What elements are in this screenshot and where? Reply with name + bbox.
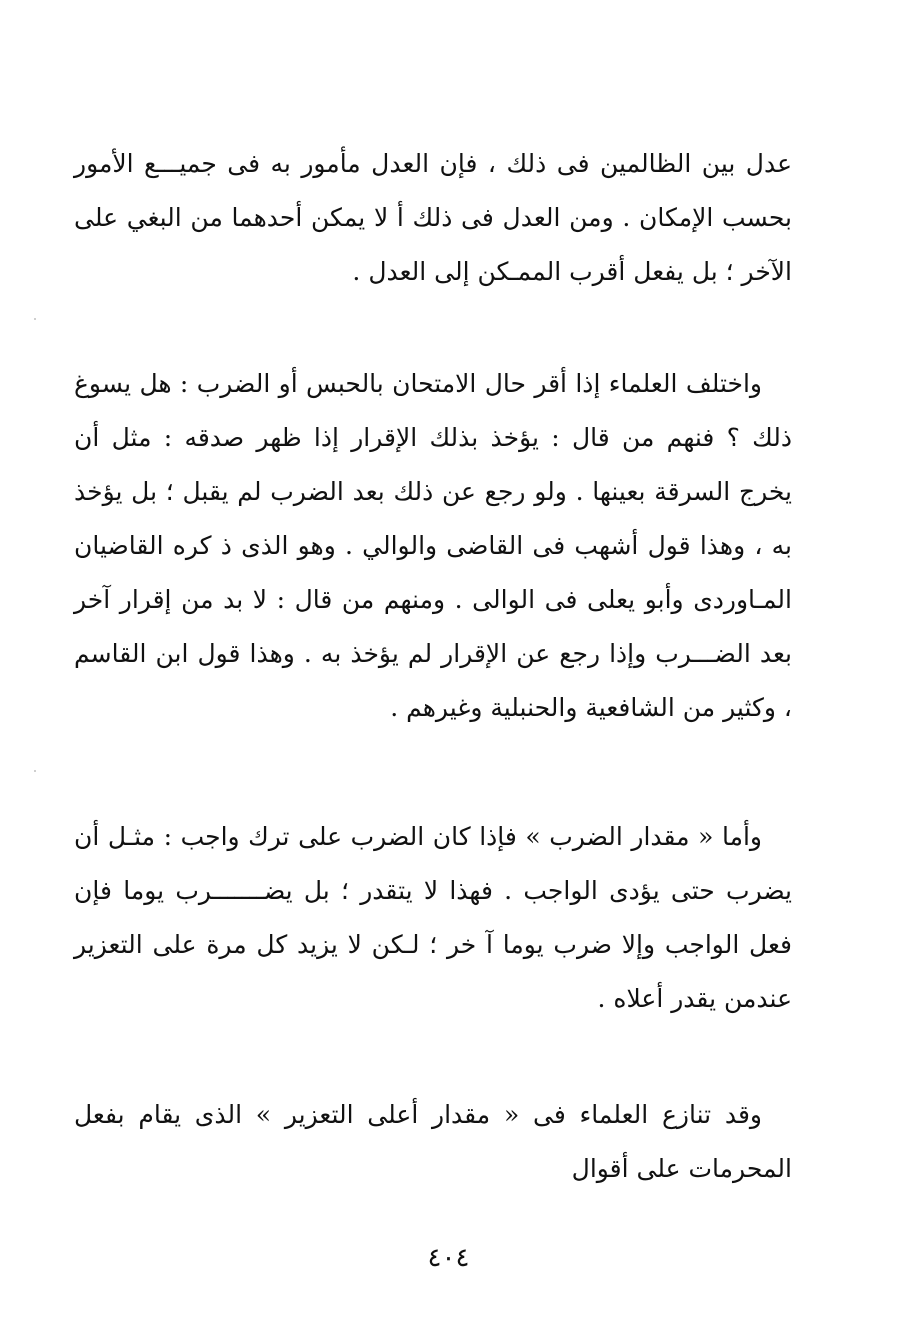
paragraph-continuation	[74, 137, 792, 299]
paragraph-text-2: واختلف العلماء إذا أقر حال الامتحان بالحبس أو الضرب : هل يسوغ ذلك ؟ فنهم من قال : يؤخذ بذلك الإقرار إذا ظهر صدقه : مثل أن يخرج السرقة بعينها . ولو رجع عن ذلك بعد الضرب لم يقبل ؛ بل يؤخذ به ، وهذا قول أشهب فى القاضى والوالي . وهو الذى ذ كره القاضيان المـاوردى وأبو يعلى فى الوالى . ومنهم من قال : لا بد من إقرار آخر بعد الضـــرب وإذا رجع عن الإقرار لم يؤخذ به . وهذا قول ابن القاسم ، وكثير من الشافعية والحنبلية وغيرهم .	[74, 369, 792, 722]
paragraph-text-4: وقد تنازع العلماء فى « مقدار أعلى التعزير » الذى يقام بفعل المحرمات على أقوال	[74, 1100, 792, 1183]
paragraph-text-1: عدل بين الظالمين فى ذلك ، فإن العدل مأمور به فى جميـــع الأمور بحسب الإمكان . ومن العدل فى ذلك أ لا يمكن أحدهما من البغي على الآخر ؛ بل يفعل أقرب الممـكن إلى العدل .	[74, 149, 792, 286]
paragraph-maximum-tazir	[74, 1088, 792, 1196]
paragraph-text-3: وأما « مقدار الضرب » فإذا كان الضرب على ترك واجب : مثـل أن يضرب حتى يؤدى الواجب . فهذا لا يتقدر ؛ بل يضـــــــرب يوما فإن فعل الواجب وإلا ضرب يوما آ خر ؛ لـكن لا يزيد كل مرة على التعزير عندمن يقدر أعلاه .	[74, 822, 792, 1013]
paragraph-confession-under-coercion	[74, 357, 792, 735]
margin-speck	[34, 318, 36, 320]
page-number: ٤٠٤	[427, 1243, 470, 1273]
margin-speck	[34, 770, 36, 772]
paragraph-amount-of-beating	[74, 810, 792, 1026]
